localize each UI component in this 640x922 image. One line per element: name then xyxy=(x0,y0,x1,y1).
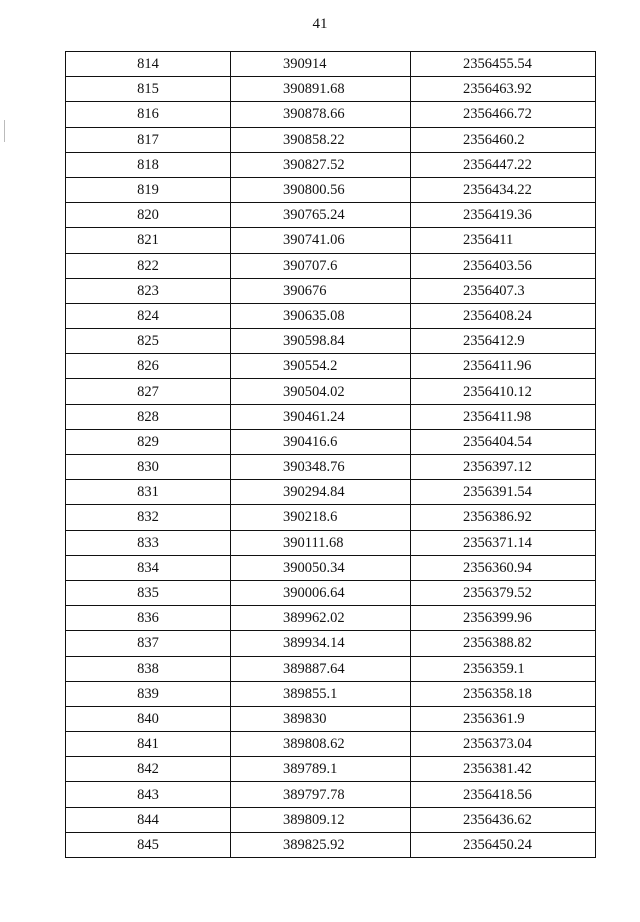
point-number-cell: 824 xyxy=(66,303,231,328)
coordinate-table-body xyxy=(66,52,596,858)
y-coordinate-cell: 2356397.12 xyxy=(411,455,596,480)
y-coordinate-cell: 2356450.24 xyxy=(411,832,596,857)
table-row xyxy=(66,455,596,480)
y-coordinate-cell: 2356373.04 xyxy=(411,732,596,757)
point-number-cell: 827 xyxy=(66,379,231,404)
x-coordinate-cell: 390006.64 xyxy=(231,580,411,605)
y-coordinate-cell: 2356463.92 xyxy=(411,77,596,102)
point-number-cell: 825 xyxy=(66,329,231,354)
point-number-cell: 839 xyxy=(66,681,231,706)
x-coordinate-cell: 390504.02 xyxy=(231,379,411,404)
point-number-cell: 830 xyxy=(66,455,231,480)
table-row xyxy=(66,480,596,505)
table-row xyxy=(66,606,596,631)
y-coordinate-cell: 2356379.52 xyxy=(411,580,596,605)
y-coordinate-cell: 2356410.12 xyxy=(411,379,596,404)
y-coordinate-cell: 2356381.42 xyxy=(411,757,596,782)
point-number-cell: 822 xyxy=(66,253,231,278)
point-number-cell: 819 xyxy=(66,177,231,202)
y-coordinate-cell: 2356407.3 xyxy=(411,278,596,303)
table-row xyxy=(66,505,596,530)
y-coordinate-cell: 2356418.56 xyxy=(411,782,596,807)
x-coordinate-cell: 390676 xyxy=(231,278,411,303)
x-coordinate-cell: 389830 xyxy=(231,706,411,731)
table-row xyxy=(66,203,596,228)
table-row xyxy=(66,429,596,454)
y-coordinate-cell: 2356408.24 xyxy=(411,303,596,328)
y-coordinate-cell: 2356403.56 xyxy=(411,253,596,278)
y-coordinate-cell: 2356358.18 xyxy=(411,681,596,706)
y-coordinate-cell: 2356399.96 xyxy=(411,606,596,631)
table-row xyxy=(66,706,596,731)
point-number-cell: 837 xyxy=(66,631,231,656)
table-row xyxy=(66,681,596,706)
y-coordinate-cell: 2356404.54 xyxy=(411,429,596,454)
table-row xyxy=(66,177,596,202)
x-coordinate-cell: 390800.56 xyxy=(231,177,411,202)
x-coordinate-cell: 389797.78 xyxy=(231,782,411,807)
y-coordinate-cell: 2356388.82 xyxy=(411,631,596,656)
point-number-cell: 838 xyxy=(66,656,231,681)
x-coordinate-cell: 389808.62 xyxy=(231,732,411,757)
x-coordinate-cell: 390598.84 xyxy=(231,329,411,354)
point-number-cell: 832 xyxy=(66,505,231,530)
y-coordinate-cell: 2356412.9 xyxy=(411,329,596,354)
table-row xyxy=(66,807,596,832)
point-number-cell: 826 xyxy=(66,354,231,379)
x-coordinate-cell: 389789.1 xyxy=(231,757,411,782)
table-row xyxy=(66,732,596,757)
point-number-cell: 817 xyxy=(66,127,231,152)
point-number-cell: 823 xyxy=(66,278,231,303)
table-row xyxy=(66,832,596,857)
x-coordinate-cell: 390218.6 xyxy=(231,505,411,530)
x-coordinate-cell: 390416.6 xyxy=(231,429,411,454)
point-number-cell: 818 xyxy=(66,152,231,177)
point-number-cell: 831 xyxy=(66,480,231,505)
table-row xyxy=(66,379,596,404)
table-row xyxy=(66,278,596,303)
x-coordinate-cell: 390741.06 xyxy=(231,228,411,253)
point-number-cell: 835 xyxy=(66,580,231,605)
table-row xyxy=(66,782,596,807)
page-number: 41 xyxy=(312,16,328,32)
y-coordinate-cell: 2356411.98 xyxy=(411,404,596,429)
table-row xyxy=(66,631,596,656)
y-coordinate-cell: 2356455.54 xyxy=(411,52,596,77)
table-row xyxy=(66,404,596,429)
y-coordinate-cell: 2356436.62 xyxy=(411,807,596,832)
table-row xyxy=(66,530,596,555)
point-number-cell: 840 xyxy=(66,706,231,731)
x-coordinate-cell: 390554.2 xyxy=(231,354,411,379)
y-coordinate-cell: 2356411.96 xyxy=(411,354,596,379)
table-row xyxy=(66,52,596,77)
x-coordinate-cell: 389825.92 xyxy=(231,832,411,857)
point-number-cell: 816 xyxy=(66,102,231,127)
table-row xyxy=(66,354,596,379)
point-number-cell: 814 xyxy=(66,52,231,77)
point-number-cell: 844 xyxy=(66,807,231,832)
point-number-cell: 828 xyxy=(66,404,231,429)
point-number-cell: 820 xyxy=(66,203,231,228)
coordinate-table xyxy=(65,51,596,858)
x-coordinate-cell: 389962.02 xyxy=(231,606,411,631)
y-coordinate-cell: 2356447.22 xyxy=(411,152,596,177)
y-coordinate-cell: 2356391.54 xyxy=(411,480,596,505)
table-row xyxy=(66,253,596,278)
x-coordinate-cell: 390891.68 xyxy=(231,77,411,102)
x-coordinate-cell: 389887.64 xyxy=(231,656,411,681)
point-number-cell: 815 xyxy=(66,77,231,102)
x-coordinate-cell: 390348.76 xyxy=(231,455,411,480)
table-row xyxy=(66,580,596,605)
table-row xyxy=(66,102,596,127)
point-number-cell: 833 xyxy=(66,530,231,555)
y-coordinate-cell: 2356434.22 xyxy=(411,177,596,202)
x-coordinate-cell: 390914 xyxy=(231,52,411,77)
x-coordinate-cell: 390765.24 xyxy=(231,203,411,228)
point-number-cell: 834 xyxy=(66,555,231,580)
x-coordinate-cell: 390707.6 xyxy=(231,253,411,278)
x-coordinate-cell: 389855.1 xyxy=(231,681,411,706)
y-coordinate-cell: 2356360.94 xyxy=(411,555,596,580)
table-row xyxy=(66,329,596,354)
y-coordinate-cell: 2356411 xyxy=(411,228,596,253)
y-coordinate-cell: 2356386.92 xyxy=(411,505,596,530)
point-number-cell: 842 xyxy=(66,757,231,782)
table-row xyxy=(66,228,596,253)
point-number-cell: 845 xyxy=(66,832,231,857)
point-number-cell: 843 xyxy=(66,782,231,807)
y-coordinate-cell: 2356419.36 xyxy=(411,203,596,228)
x-coordinate-cell: 390050.34 xyxy=(231,555,411,580)
x-coordinate-cell: 390858.22 xyxy=(231,127,411,152)
y-coordinate-cell: 2356361.9 xyxy=(411,706,596,731)
x-coordinate-cell: 390635.08 xyxy=(231,303,411,328)
table-row xyxy=(66,127,596,152)
point-number-cell: 829 xyxy=(66,429,231,454)
table-row xyxy=(66,757,596,782)
scan-artifact-mark xyxy=(4,120,5,142)
table-row xyxy=(66,656,596,681)
y-coordinate-cell: 2356359.1 xyxy=(411,656,596,681)
x-coordinate-cell: 389934.14 xyxy=(231,631,411,656)
table-row xyxy=(66,152,596,177)
point-number-cell: 841 xyxy=(66,732,231,757)
y-coordinate-cell: 2356460.2 xyxy=(411,127,596,152)
table-row xyxy=(66,555,596,580)
table-row xyxy=(66,303,596,328)
point-number-cell: 836 xyxy=(66,606,231,631)
x-coordinate-cell: 390294.84 xyxy=(231,480,411,505)
y-coordinate-cell: 2356371.14 xyxy=(411,530,596,555)
y-coordinate-cell: 2356466.72 xyxy=(411,102,596,127)
x-coordinate-cell: 390878.66 xyxy=(231,102,411,127)
x-coordinate-cell: 389809.12 xyxy=(231,807,411,832)
point-number-cell: 821 xyxy=(66,228,231,253)
x-coordinate-cell: 390111.68 xyxy=(231,530,411,555)
table-row xyxy=(66,77,596,102)
x-coordinate-cell: 390461.24 xyxy=(231,404,411,429)
x-coordinate-cell: 390827.52 xyxy=(231,152,411,177)
